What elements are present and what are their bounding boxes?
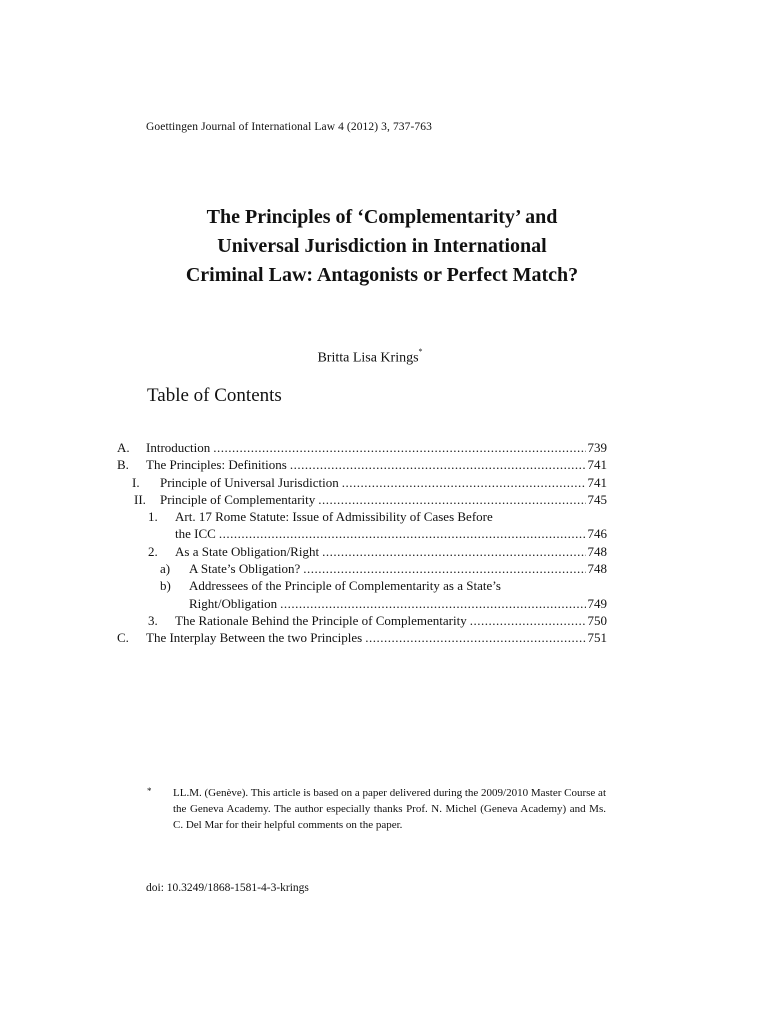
author-footnote-mark: * <box>418 347 423 356</box>
toc-label: Principle of Universal Jurisdiction <box>160 474 339 490</box>
toc-page: 750 <box>587 612 607 628</box>
toc-leader <box>322 543 585 560</box>
toc-page: 741 <box>587 457 607 473</box>
footnote-text: LL.M. (Genève). This article is based on a paper delivered during the 2009/2010 Master Course at the Geneva Academy. The author especially thanks Prof. N. Michel (Geneva Academy) and Ms. C. Del Mar for their helpful comments on the paper. <box>173 787 606 831</box>
toc-entry[interactable] <box>117 543 607 560</box>
toc-label: The Interplay Between the two Principles <box>146 630 363 646</box>
toc-leader <box>290 456 586 473</box>
toc-marker: b) <box>160 578 171 594</box>
toc-entry[interactable] <box>117 439 607 456</box>
toc-entry-continuation[interactable] <box>117 595 607 612</box>
toc-entry[interactable] <box>117 456 607 473</box>
article-title <box>0 203 764 290</box>
toc-leader <box>470 612 586 629</box>
doi-line: doi: 10.3249/1868-1581-4-3-krings <box>146 882 309 894</box>
toc-marker: B. <box>117 457 129 473</box>
toc-label: As a State Obligation/Right <box>175 543 320 559</box>
toc-entry[interactable] <box>117 508 607 525</box>
toc-marker: a) <box>160 561 171 577</box>
toc-entry[interactable] <box>117 629 607 646</box>
toc-label: A State’s Obligation? <box>189 561 301 577</box>
title-line: Universal Jurisdiction in International <box>217 235 547 257</box>
toc-leader <box>280 595 585 612</box>
toc-label: The Rationale Behind the Principle of Complementarity <box>175 612 467 628</box>
toc-label: Addressees of the Principle of Complementarity as a State’s <box>189 578 501 594</box>
toc-marker: C. <box>117 630 129 646</box>
toc-page: 751 <box>587 630 607 646</box>
toc-label: Introduction <box>146 440 211 455</box>
toc-leader <box>342 474 586 491</box>
toc-heading: Table of Contents <box>147 385 282 406</box>
toc-entry[interactable] <box>117 560 607 577</box>
author-name: Britta Lisa Krings <box>317 350 419 366</box>
toc-label: Art. 17 Rome Statute: Issue of Admissibility of Cases Before <box>175 509 493 525</box>
toc-page: 745 <box>587 491 607 507</box>
toc-page: 739 <box>587 440 607 455</box>
toc-entry[interactable] <box>117 612 607 629</box>
toc-label: Principle of Complementarity <box>160 491 316 507</box>
toc-entry-continuation[interactable] <box>117 525 607 542</box>
toc-page: 748 <box>587 561 607 577</box>
toc-leader <box>365 629 585 646</box>
toc-entry[interactable] <box>117 491 607 508</box>
journal-citation: Goettingen Journal of International Law 4 (2012) 3, 737-763 <box>146 121 432 133</box>
toc-leader <box>303 560 585 577</box>
toc-marker: 3. <box>148 612 158 628</box>
toc-leader <box>318 491 585 508</box>
toc-label: The Principles: Definitions <box>146 457 287 473</box>
toc-marker: II. <box>134 491 146 507</box>
toc-label: the ICC <box>175 526 216 542</box>
footnote-mark: * <box>147 786 152 796</box>
toc-leader <box>213 439 585 456</box>
toc-label: Right/Obligation <box>189 595 278 611</box>
title-line: The Principles of ‘Complementarity’ and <box>206 206 558 228</box>
toc-entry[interactable] <box>117 577 607 594</box>
toc-marker: A. <box>117 440 130 455</box>
toc-page: 749 <box>587 595 607 611</box>
toc-page: 746 <box>587 526 607 542</box>
toc-marker: 2. <box>148 543 158 559</box>
author-byline <box>0 349 740 367</box>
toc-marker: I. <box>132 474 140 490</box>
table-of-contents <box>117 439 607 647</box>
toc-entry[interactable] <box>117 474 607 491</box>
title-line: Criminal Law: Antagonists or Perfect Match? <box>185 264 579 286</box>
toc-leader <box>219 525 586 542</box>
toc-page: 748 <box>587 543 607 559</box>
toc-marker: 1. <box>148 509 158 525</box>
toc-page: 741 <box>587 474 607 490</box>
